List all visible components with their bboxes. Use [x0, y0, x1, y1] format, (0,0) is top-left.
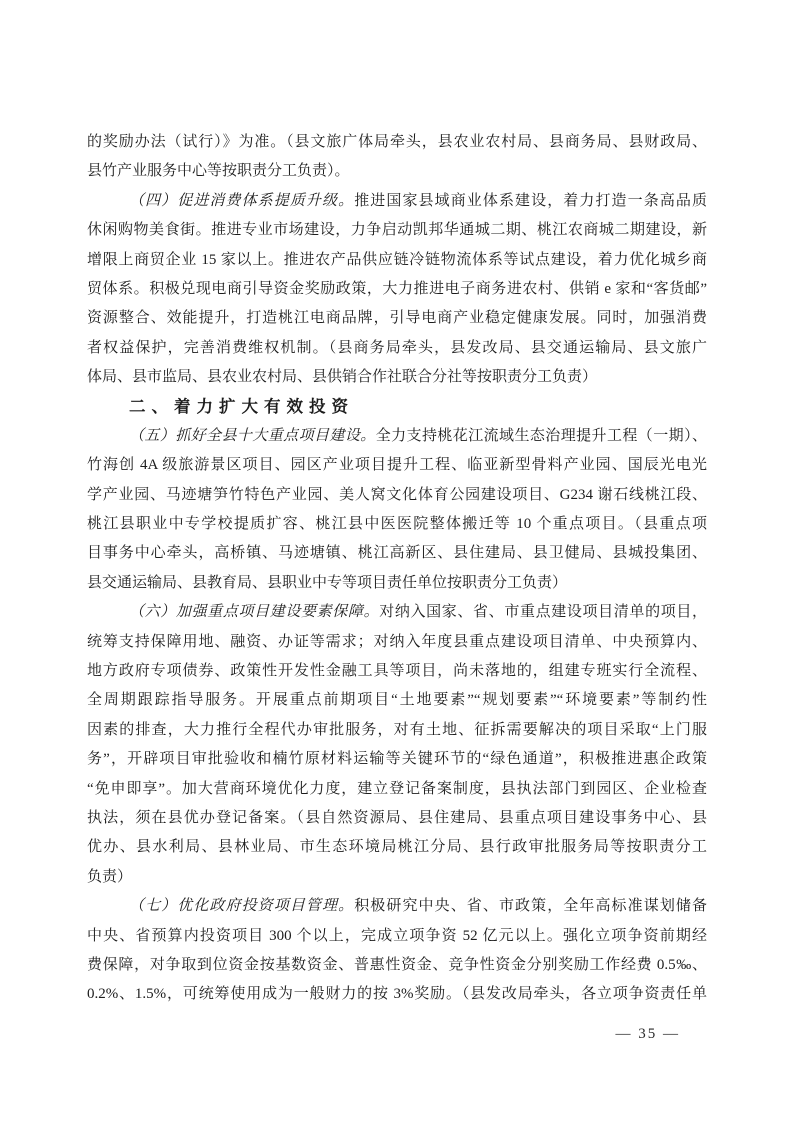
- paragraph-lead: （四）促进消费体系提质升级。: [129, 192, 355, 209]
- text-line: 的奖励办法（试行）》为准。（县文旅广体局牵头，县农业农村局、县商务局、县财政局、: [87, 134, 707, 150]
- text-line: 增限上商贸企业 15 家以上。推进农产品供应链冷链物流体系等试点建设，着力优化城乡商: [87, 251, 707, 268]
- text-line: 县竹产业服务中心等按职责分工负责）。: [87, 163, 350, 180]
- text-line: 学产业园、马迹塘笋竹特色产业园、美人窝文化体育公园建设项目、G234 谢石线桃江段、: [87, 486, 707, 503]
- text-line: （七）优化政府投资项目管理。积极研究中央、省、市政策，全年高标准谋划储备: [129, 898, 707, 915]
- text-line: 贸体系。积极兑现电商引导资金奖励政策，大力推进电子商务进农村、供销 e 家和“客货邮”: [87, 280, 707, 297]
- page-number: — 35 —: [615, 1026, 680, 1042]
- paragraph-lead: （七）优化政府投资项目管理。: [129, 898, 355, 915]
- text-line: 因素的排查，大力推行全程代办审批服务，对有土地、征拆需要解决的项目采取“上门服: [87, 721, 707, 738]
- text-line: 中央、省预算内投资项目 300 个以上，完成立项争资 52 亿元以上。强化立项争资前期经: [87, 927, 707, 944]
- text-line: （四）促进消费体系提质升级。推进国家县域商业体系建设，着力打造一条高品质: [129, 192, 707, 209]
- text-line: 地方政府专项债券、政策性开发性金融工具等项目，尚未落地的，组建专班实行全流程、: [87, 663, 707, 680]
- section-heading: 二、着力扩大有效投资: [129, 397, 354, 416]
- text-line: 务”，开辟项目审批验收和楠竹原材料运输等关键环节的“绿色通道”，积极推进惠企政策: [87, 751, 707, 768]
- text-line: 体局、县市监局、县农业农村局、县供销合作社联合分社等按职责分工负责）: [87, 369, 598, 386]
- text-line: 执法，须在县优办登记备案。（县自然资源局、县住建局、县重点项目建设事务中心、县: [87, 809, 707, 826]
- text-line: 桃江县职业中专学校提质扩容、桃江县中医医院整体搬迁等 10 个重点项目。（县重点项: [87, 516, 707, 533]
- text-line: 负责）: [87, 868, 133, 885]
- text-line: 竹海创 4A 级旅游景区项目、园区产业项目提升工程、临亚新型骨料产业园、国辰光电光: [87, 457, 707, 474]
- text-line: （六）加强重点项目建设要素保障。对纳入国家、省、市重点建设项目清单的项目，: [129, 604, 707, 621]
- text-line: 休闲购物美食街。推进专业市场建设，力争启动凯邦华通城二期、桃江农商城二期建设，新: [87, 222, 707, 239]
- text-line: “免申即享”。加大营商环境优化力度，建立登记备案制度，县执法部门到园区、企业检查: [87, 780, 707, 797]
- paragraph-lead: （五）抓好全县十大重点项目建设。: [129, 427, 376, 444]
- text-line: 优办、县水利局、县林业局、市生态环境局桃江分局、县行政审批服务局等按职责分工: [87, 839, 707, 856]
- text-line: 者权益保护，完善消费维权机制。（县商务局牵头，县发改局、县交通运输局、县文旅广: [87, 339, 707, 356]
- text-line: 目事务中心牵头，高桥镇、马迹塘镇、桃江高新区、县住建局、县卫健局、县城投集团、: [87, 545, 707, 562]
- text-line: （五）抓好全县十大重点项目建设。全力支持桃花江流域生态治理提升工程（一期）、: [129, 427, 707, 444]
- text-line: 统筹支持保障用地、融资、办证等需求；对纳入年度县重点建设项目清单、中央预算内、: [87, 633, 707, 650]
- text-block: [87, 128, 707, 1010]
- text-line: 全周期跟踪指导服务。开展重点前期项目“土地要素”“规划要素”“环境要素”等制约性: [87, 692, 707, 709]
- text-line: 费保障，对争取到位资金按基数资金、普惠性资金、竞争性资金分别奖励工作经费 0.5‰、: [87, 956, 707, 973]
- text-line: 县交通运输局、县教育局、县职业中专等项目责任单位按职责分工负责）: [87, 574, 568, 591]
- text-line: 0.2%、1.5%，可统筹使用成为一般财力的按 3%奖励。（县发改局牵头，各立项争资责任单: [87, 986, 707, 1003]
- paragraph-lead: （六）加强重点项目建设要素保障。: [129, 604, 380, 621]
- text-line: 资源整合、效能提升，打造桃江电商品牌，引导电商产业稳定健康发展。同时，加强消费: [87, 310, 707, 327]
